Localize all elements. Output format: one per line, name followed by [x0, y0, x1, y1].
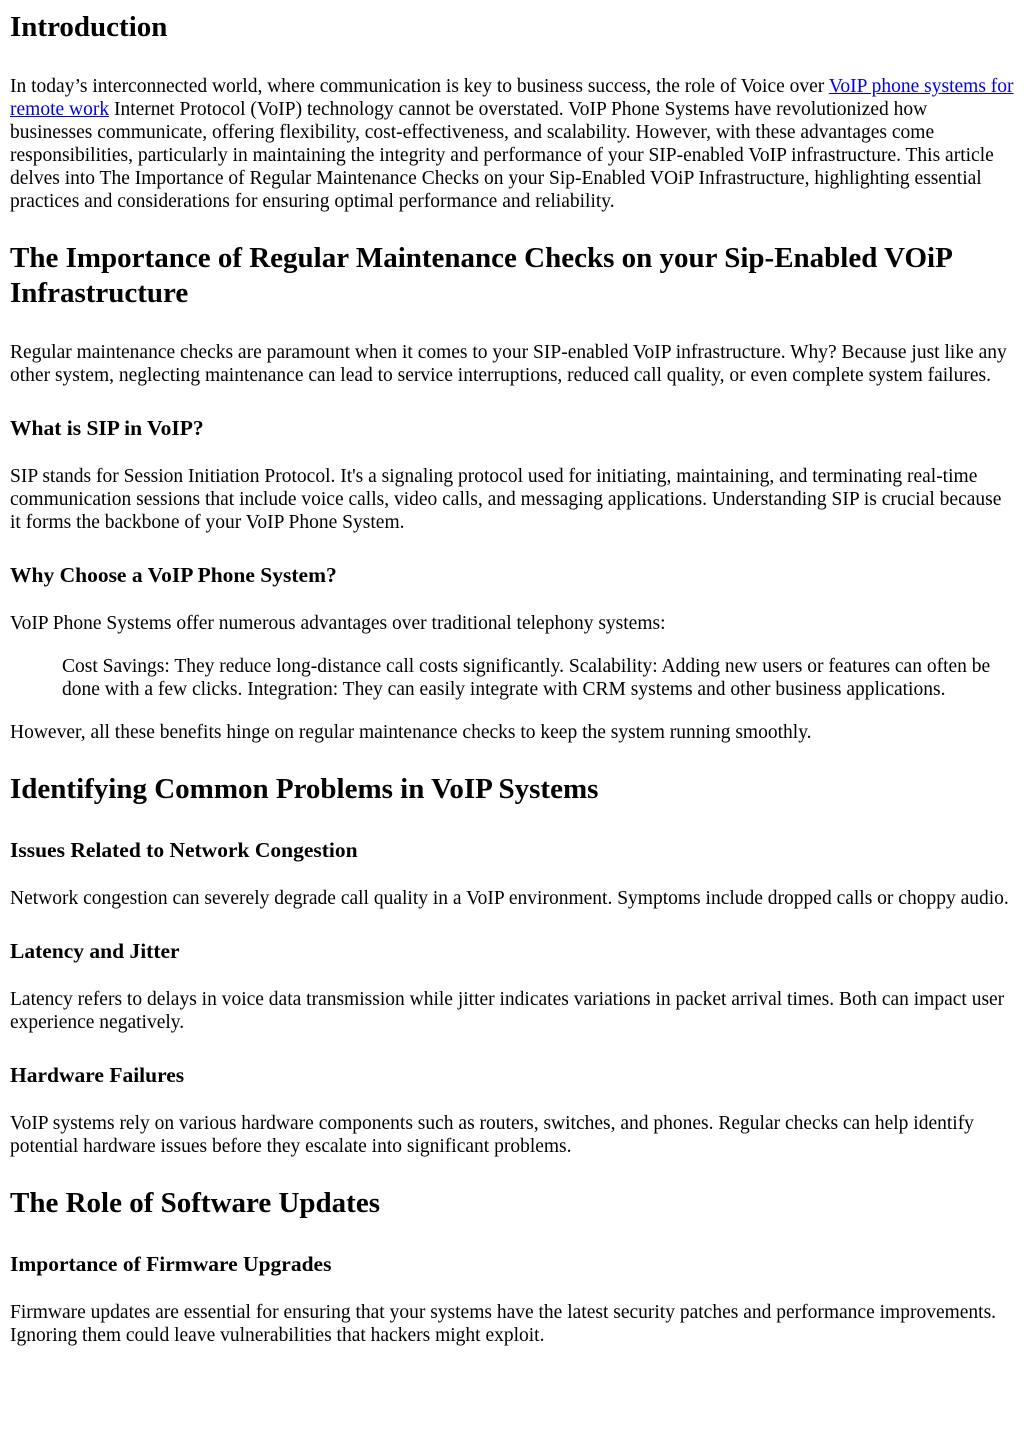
intro-paragraph	[10, 75, 1014, 213]
importance-paragraph: Regular maintenance checks are paramount when it comes to your SIP-enabled VoIP infrastructure. Why? Because just like any other system, neglecting maintenance can lead to service interruptions, reduced call quality, or even complete system failures.	[10, 342, 1007, 386]
latency-jitter-heading: Latency and Jitter	[10, 939, 180, 963]
intro-text-before-link: In today’s interconnected world, where communication is key to business success, the role of Voice over	[10, 76, 829, 97]
network-congestion-paragraph: Network congestion can severely degrade call quality in a VoIP environment. Symptoms include dropped calls or choppy audio.	[10, 888, 1009, 909]
why-voip-heading: Why Choose a VoIP Phone System?	[10, 563, 337, 587]
voip-remote-work-link[interactable]: VoIP phone systems for remote work	[10, 76, 1014, 120]
intro-heading: Introduction	[10, 11, 168, 43]
benefits-quote: Cost Savings: They reduce long-distance call costs significantly. Scalability: Adding new users or features can often be done with a few clicks. Integration: They can easily integrate with CRM systems and other business applications.	[62, 656, 991, 700]
sip-paragraph: SIP stands for Session Initiation Protocol. It's a signaling protocol used for initiating, maintaining, and terminating real-time communication sessions that include voice calls, video calls, and messaging applications. Understanding SIP is crucial because it forms the backbone of your VoIP Phone System.	[10, 466, 1002, 533]
importance-heading: The Importance of Regular Maintenance Checks on your Sip-Enabled VOiP Infrastructure	[10, 242, 952, 309]
hardware-failures-paragraph: VoIP systems rely on various hardware components such as routers, switches, and phones. Regular checks can help identify potential hardware issues before they escalate into significant problems.	[10, 1113, 974, 1157]
problems-heading: Identifying Common Problems in VoIP Systems	[10, 773, 599, 805]
latency-jitter-paragraph: Latency refers to delays in voice data transmission while jitter indicates variations in packet arrival times. Both can impact user experience negatively.	[10, 989, 1005, 1033]
why-voip-paragraph: VoIP Phone Systems offer numerous advantages over traditional telephony systems:	[10, 613, 666, 634]
firmware-paragraph: Firmware updates are essential for ensuring that your systems have the latest security patches and performance improvements. Ignoring them could leave vulnerabilities that hackers might exploit.	[10, 1302, 997, 1346]
firmware-heading: Importance of Firmware Upgrades	[10, 1252, 332, 1276]
sip-heading: What is SIP in VoIP?	[10, 416, 204, 440]
hardware-failures-heading: Hardware Failures	[10, 1063, 185, 1087]
intro-text-after-link: Internet Protocol (VoIP) technology cannot be overstated. VoIP Phone Systems have revolutionized how businesses communicate, offering flexibility, cost-effectiveness, and scalability. However, with these advantages come responsibilities, particularly in maintaining the integrity and performance of your SIP-enabled VoIP infrastructure. This article delves into The Importance of Regular Maintenance Checks on your Sip-Enabled VOiP Infrastructure, highlighting essential practices and considerations for ensuring optimal performance and reliability.	[10, 99, 994, 212]
network-congestion-heading: Issues Related to Network Congestion	[10, 838, 358, 862]
benefits-followup-paragraph: However, all these benefits hinge on regular maintenance checks to keep the system running smoothly.	[10, 722, 812, 743]
article	[0, 10, 1024, 1347]
software-updates-heading: The Role of Software Updates	[10, 1187, 380, 1219]
